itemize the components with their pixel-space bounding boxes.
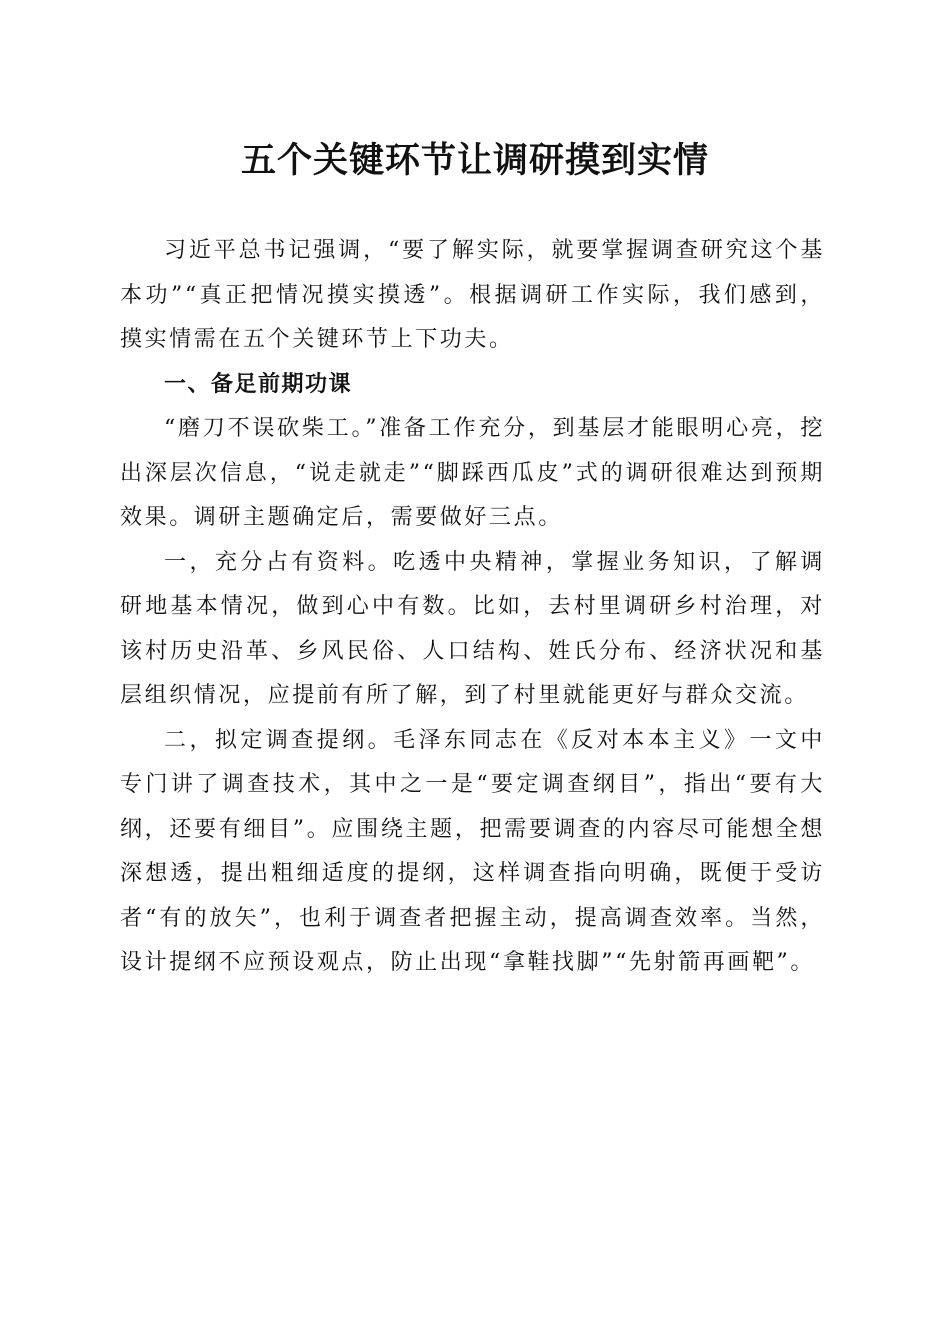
paragraph-intro: 习近平总书记强调，“要了解实际，就要掌握调查研究这个基本功”“真正把情况摸实摸透”。根据调研工作实际，我们感到，摸实情需在五个关键环节上下功夫。 xyxy=(120,238,825,352)
paragraph-preparation: “磨刀不误砍柴工。”准备工作充分，到基层才能眼明心亮，挖出深层次信息，“说走就走”“脚踩西瓜皮”式的调研很难达到预期效果。调研主题确定后，需要做好三点。 xyxy=(120,416,825,530)
paragraph-point-1: 一，充分占有资料。吃透中央精神，掌握业务知识，了解调研地基本情况，做到心中有数。比如，去村里调研乡村治理，对该村历史沿革、乡风民俗、人口结构、姓氏分布、经济状况和基层组织情况，应提前有所了解，到了村里就能更好与群众交流。 xyxy=(120,549,825,708)
section-heading-1: 一、备足前期功课 xyxy=(164,371,353,397)
paragraph-point-2: 二，拟定调查提纲。毛泽东同志在《反对本本主义》一文中专门讲了调查技术，其中之一是“要定调查纲目”，指出“要有大纲，还要有细目”。应围绕主题，把需要调查的内容尽可能想全想深想透，提出粗细适度的提纲，这样调查指向明确，既便于受访者“有的放矢”，也利于调查者把握主动，提高调查效率。当然，设计提纲不应预设观点，防止出现“拿鞋找脚”“先射箭再画靶”。 xyxy=(120,727,825,975)
document-body xyxy=(120,229,825,986)
document-title: 五个关键环节让调研摸到实情 xyxy=(240,140,709,181)
